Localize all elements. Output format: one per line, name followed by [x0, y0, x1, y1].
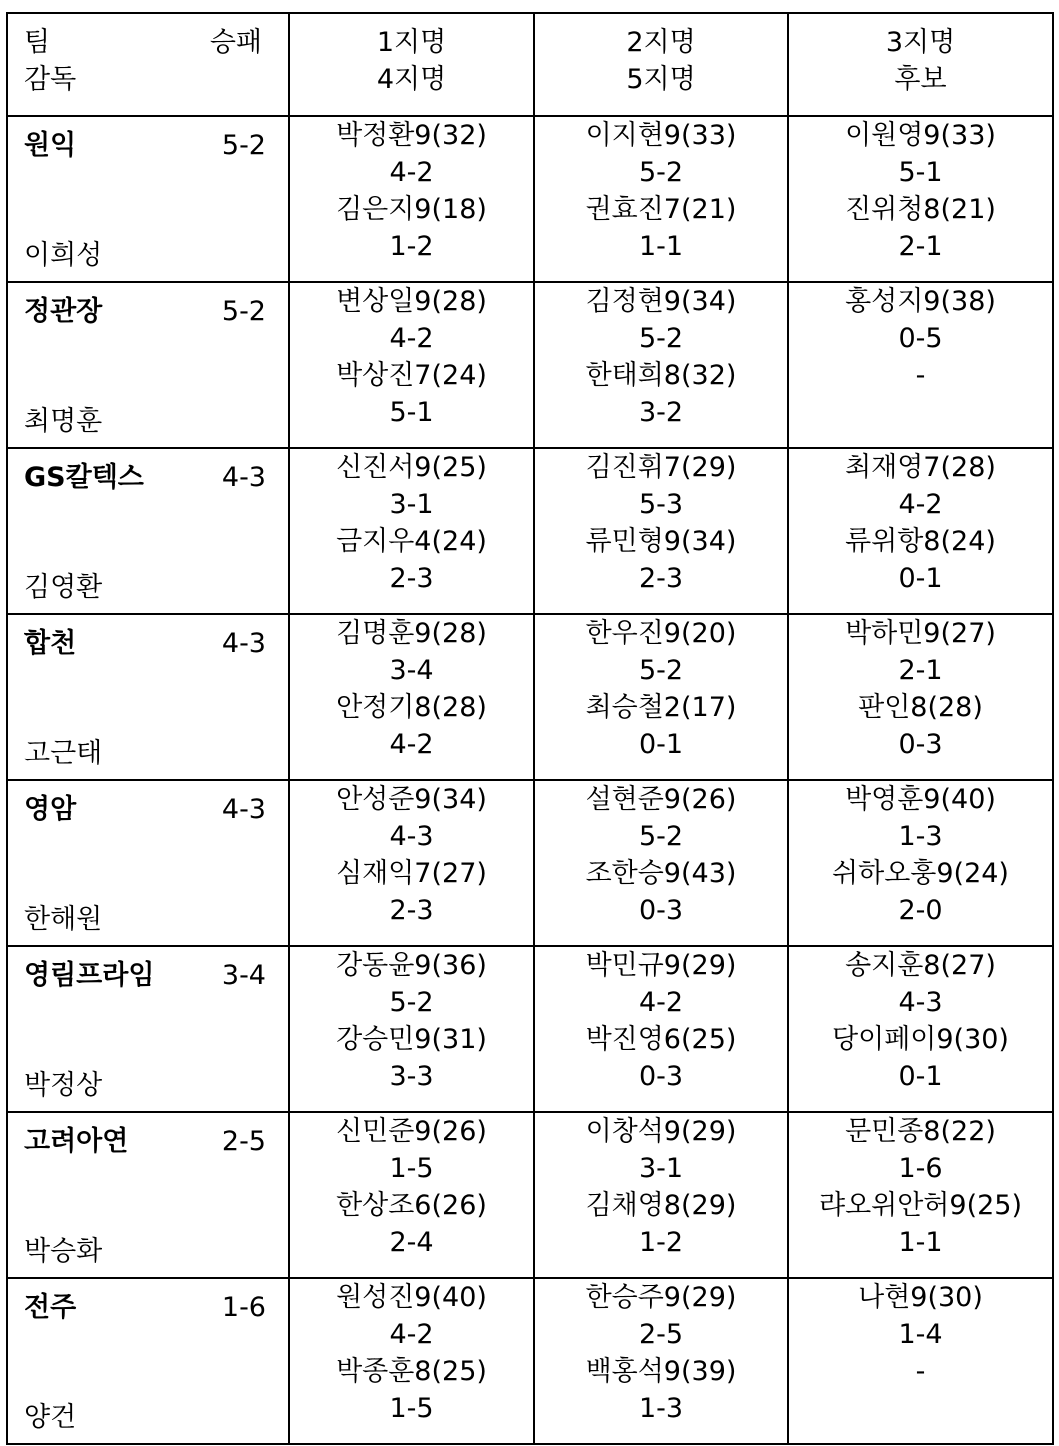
player-secondary-record: 2-0 — [898, 895, 943, 926]
player-primary: 신진서9(25) — [336, 452, 487, 483]
team-info-cell — [7, 614, 289, 780]
pick-cell — [289, 1278, 534, 1444]
player-secondary-record: 2-3 — [389, 563, 434, 594]
player-secondary-record: 1-2 — [389, 231, 434, 262]
team-info-cell — [7, 1278, 289, 1444]
player-secondary: - — [915, 1356, 926, 1387]
player-primary: 한우진9(20) — [585, 618, 737, 649]
header-pick2-label: 2지명 — [626, 27, 696, 58]
player-secondary-record: 0-3 — [638, 1061, 684, 1092]
player-secondary-record: 2-1 — [898, 231, 943, 262]
team-name: 고려아연 — [24, 1126, 129, 1157]
player-secondary-record: 5-1 — [389, 397, 434, 428]
pick-cell — [289, 282, 534, 448]
header-record-label: 승패 — [209, 27, 262, 58]
player-primary: 박민규9(29) — [585, 950, 737, 981]
player-primary-record: 4-2 — [389, 323, 434, 354]
team-info-cell — [7, 1112, 289, 1278]
player-secondary: 권효진7(21) — [585, 194, 737, 225]
player-secondary: 진위청8(21) — [845, 194, 996, 225]
header-pick3-cell — [788, 13, 1053, 116]
pick-cell — [788, 946, 1053, 1112]
player-secondary: 한상조6(26) — [336, 1190, 487, 1221]
pick-cell — [534, 1112, 788, 1278]
player-secondary: 쉬하오훙9(24) — [832, 858, 1009, 889]
player-primary: 문민종8(22) — [845, 1116, 996, 1147]
player-primary: 이원영9(33) — [845, 120, 996, 151]
player-primary-record: 3-4 — [389, 655, 434, 686]
team-row — [7, 448, 1053, 614]
pick-cell — [534, 116, 788, 282]
pick-cell — [788, 116, 1053, 282]
header-pick1-cell — [289, 13, 534, 116]
pick-cell — [534, 1278, 788, 1444]
player-primary: 안성준9(34) — [336, 784, 487, 815]
player-secondary: 박진영6(25) — [585, 1024, 737, 1055]
team-row — [7, 614, 1053, 780]
pick-cell — [289, 448, 534, 614]
player-secondary-record — [789, 1390, 1052, 1427]
player-secondary-record: 1-1 — [898, 1227, 943, 1258]
player-primary: 이창석9(29) — [585, 1116, 737, 1147]
player-primary-record: 4-2 — [898, 489, 943, 520]
player-primary-record: 5-3 — [638, 489, 684, 520]
player-secondary-record: 3-3 — [389, 1061, 434, 1092]
player-primary: 나현9(30) — [858, 1282, 983, 1313]
header-team-label: 팀 — [24, 27, 51, 58]
team-record: 1-6 — [221, 1292, 266, 1323]
player-primary: 신민준9(26) — [336, 1116, 487, 1147]
team-record: 5-2 — [221, 130, 266, 161]
player-secondary-record: 0-1 — [898, 563, 943, 594]
player-secondary-record: 0-3 — [638, 895, 684, 926]
team-info-cell — [7, 780, 289, 946]
player-secondary-record: 1-5 — [389, 1393, 434, 1424]
player-secondary-record: 2-4 — [389, 1227, 434, 1258]
team-name: 합천 — [24, 628, 77, 659]
player-primary-record: 3-1 — [638, 1153, 684, 1184]
team-record: 4-3 — [221, 628, 266, 659]
player-secondary: 류민형9(34) — [585, 526, 737, 557]
team-info-cell — [7, 448, 289, 614]
player-primary-record: 4-2 — [389, 1319, 434, 1350]
player-primary-record: 0-5 — [898, 323, 943, 354]
team-coach: 양건 — [24, 1402, 77, 1433]
pick-cell — [289, 946, 534, 1112]
player-secondary-record: 0-1 — [638, 729, 684, 760]
player-primary-record: 5-2 — [389, 987, 434, 1018]
player-secondary: 김은지9(18) — [336, 194, 487, 225]
player-secondary: 김채영8(29) — [585, 1190, 737, 1221]
player-primary-record: 1-4 — [898, 1319, 943, 1350]
player-primary-record: 5-2 — [638, 323, 684, 354]
header-pick2-cell — [534, 13, 788, 116]
team-coach: 이희성 — [24, 240, 103, 271]
player-primary-record: 5-2 — [638, 655, 684, 686]
team-coach: 고근태 — [24, 738, 103, 769]
player-primary-record: 5-1 — [898, 157, 943, 188]
player-primary: 변상일9(28) — [336, 286, 487, 317]
player-secondary: 강승민9(31) — [336, 1024, 487, 1055]
player-secondary-record: 2-3 — [638, 563, 684, 594]
player-secondary-record: 0-1 — [898, 1061, 943, 1092]
player-secondary: - — [915, 360, 926, 391]
player-secondary: 한태희8(32) — [585, 360, 737, 391]
team-name: 전주 — [24, 1292, 77, 1323]
player-primary: 박하민9(27) — [845, 618, 996, 649]
pick-cell — [534, 780, 788, 946]
player-primary-record: 5-2 — [638, 157, 684, 188]
player-secondary-record: 3-2 — [638, 397, 684, 428]
team-info-cell — [7, 946, 289, 1112]
player-secondary: 백홍석9(39) — [585, 1356, 737, 1387]
player-secondary-record: 1-2 — [638, 1227, 684, 1258]
pick-cell — [534, 282, 788, 448]
player-primary-record: 1-3 — [898, 821, 943, 852]
team-coach: 김영환 — [24, 572, 103, 603]
header-team-cell — [7, 13, 289, 116]
header-pick5-label: 5지명 — [626, 64, 696, 95]
player-secondary: 판인8(28) — [858, 692, 983, 723]
player-secondary-record: 2-3 — [389, 895, 434, 926]
player-primary: 이지현9(33) — [585, 120, 737, 151]
pick-cell — [788, 1278, 1053, 1444]
pick-cell — [788, 780, 1053, 946]
player-secondary: 박종훈8(25) — [336, 1356, 487, 1387]
player-secondary-record: 1-3 — [638, 1393, 684, 1424]
player-primary: 송지훈8(27) — [845, 950, 996, 981]
team-row — [7, 1278, 1053, 1444]
player-primary-record: 4-2 — [389, 157, 434, 188]
pick-cell — [788, 448, 1053, 614]
team-name: GS칼텍스 — [24, 462, 144, 493]
player-primary: 김진휘7(29) — [585, 452, 737, 483]
pick-cell — [289, 1112, 534, 1278]
team-name: 원익 — [24, 130, 77, 161]
team-record: 3-4 — [221, 960, 266, 991]
team-row — [7, 282, 1053, 448]
player-secondary-record: 1-1 — [638, 231, 684, 262]
player-primary-record: 2-5 — [638, 1319, 684, 1350]
player-secondary: 금지우4(24) — [336, 526, 487, 557]
player-primary: 김정현9(34) — [585, 286, 737, 317]
team-name: 정관장 — [24, 296, 103, 327]
player-primary-record: 1-5 — [389, 1153, 434, 1184]
team-record: 2-5 — [221, 1126, 266, 1157]
player-primary: 원성진9(40) — [336, 1282, 487, 1313]
player-secondary: 류위항8(24) — [845, 526, 996, 557]
player-primary-record: 2-1 — [898, 655, 943, 686]
header-pick1-label: 1지명 — [376, 27, 447, 58]
player-primary: 설현준9(26) — [585, 784, 737, 815]
team-roster-table — [6, 12, 1054, 1445]
player-secondary-record: 4-2 — [389, 729, 434, 760]
player-primary: 김명훈9(28) — [336, 618, 487, 649]
player-secondary: 최승철2(17) — [585, 692, 737, 723]
header-pick3-label: 3지명 — [885, 27, 956, 58]
player-primary: 최재영7(28) — [845, 452, 996, 483]
team-coach: 한해원 — [24, 904, 103, 935]
team-row — [7, 780, 1053, 946]
team-row — [7, 116, 1053, 282]
team-info-cell — [7, 282, 289, 448]
team-record: 5-2 — [221, 296, 266, 327]
pick-cell — [788, 1112, 1053, 1278]
team-record: 4-3 — [221, 462, 266, 493]
team-record: 4-3 — [221, 794, 266, 825]
player-secondary-record: 0-3 — [898, 729, 943, 760]
player-secondary: 당이페이9(30) — [832, 1024, 1009, 1055]
team-coach: 최명훈 — [24, 406, 103, 437]
player-secondary: 조한승9(43) — [585, 858, 737, 889]
header-row — [7, 13, 1053, 116]
pick-cell — [788, 282, 1053, 448]
player-primary-record: 4-3 — [389, 821, 434, 852]
player-primary-record: 4-3 — [898, 987, 943, 1018]
player-primary-record: 4-2 — [638, 987, 684, 1018]
team-row — [7, 1112, 1053, 1278]
pick-cell — [534, 946, 788, 1112]
header-coach-label: 감독 — [24, 64, 77, 95]
pick-cell — [788, 614, 1053, 780]
team-name: 영암 — [24, 794, 77, 825]
team-row — [7, 946, 1053, 1112]
pick-cell — [534, 614, 788, 780]
player-primary: 홍성지9(38) — [845, 286, 996, 317]
header-reserve-label: 후보 — [894, 64, 947, 95]
player-primary: 박영훈9(40) — [845, 784, 996, 815]
player-secondary-record — [789, 394, 1052, 431]
team-info-cell — [7, 116, 289, 282]
pick-cell — [534, 448, 788, 614]
player-secondary: 안정기8(28) — [336, 692, 487, 723]
player-primary-record: 5-2 — [638, 821, 684, 852]
pick-cell — [289, 780, 534, 946]
player-primary-record: 1-6 — [898, 1153, 943, 1184]
pick-cell — [289, 614, 534, 780]
player-primary: 강동윤9(36) — [336, 950, 487, 981]
player-primary: 한승주9(29) — [585, 1282, 737, 1313]
player-primary: 박정환9(32) — [336, 120, 487, 151]
pick-cell — [289, 116, 534, 282]
team-coach: 박승화 — [24, 1236, 103, 1267]
header-pick4-label: 4지명 — [376, 64, 447, 95]
team-coach: 박정상 — [24, 1070, 103, 1101]
player-primary-record: 3-1 — [389, 489, 434, 520]
player-secondary: 심재익7(27) — [336, 858, 487, 889]
team-name: 영림프라임 — [24, 960, 155, 991]
player-secondary: 박상진7(24) — [336, 360, 487, 391]
player-secondary: 랴오위안허9(25) — [818, 1190, 1022, 1221]
